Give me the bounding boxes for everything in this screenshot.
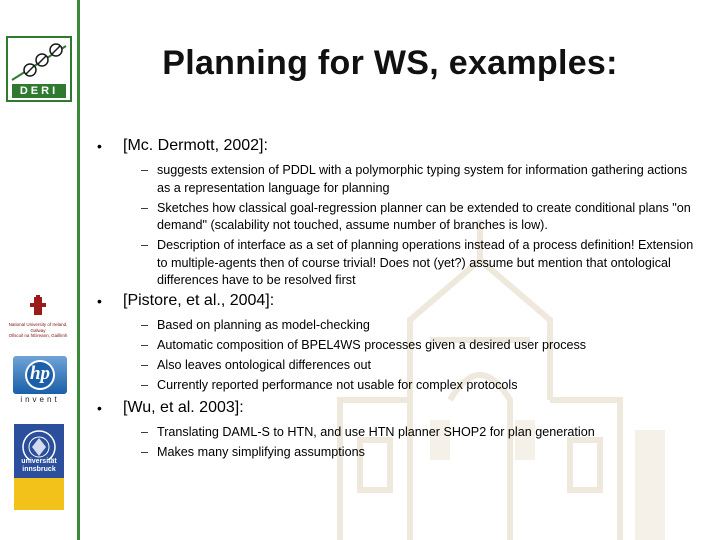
dash-icon: – [141,238,149,252]
sub-bullet-item [141,200,702,235]
galway-logo-text-1: National University of Ireland, Galway [8,322,68,333]
sub-bullet-list [141,424,702,462]
sub-bullet-text: Description of interface as a set of planning operations instead of a process definition! Extension to multiple-agents then of course trivial! Does not (yet?) assume but mention that ontological differences have to be resolved first [157,238,694,287]
hp-logo-tagline: invent [20,395,60,404]
sub-bullet-text: Makes many simplifying assumptions [157,445,365,459]
sub-bullet-text: Translating DAML-S to HTN, and use HTN planner SHOP2 for plan generation [157,425,595,439]
bullet-icon: • [97,400,102,416]
sub-bullet-list [141,317,702,395]
sub-bullet-item [141,162,702,197]
sub-bullet-text: Sketches how classical goal-regression planner can be extended to create conditional plans "on demand" (scalability not touched, assume number of branches is low). [157,200,691,232]
innsbruck-logo-text-1: universität [21,458,57,465]
bullet-item-pistore [95,291,702,397]
green-divider-line [77,0,80,540]
nui-galway-logo [2,295,74,341]
sub-bullet-item [141,337,702,355]
deri-logo [6,36,72,102]
dash-icon: – [141,338,149,352]
innsbruck-university-logo [14,424,64,510]
sub-bullet-item [141,424,702,442]
dash-icon: – [141,200,149,215]
dash-icon: – [141,358,149,372]
sub-bullet-text: Currently reported performance not usable for complex protocols [157,378,518,392]
sub-bullet-text: Also leaves ontological differences out [157,358,371,372]
dash-icon: – [141,378,149,392]
sub-bullet-item [141,357,702,375]
sub-bullet-text: suggests extension of PDDL with a polymorphic typing system for information gathering actions as a representation language for planning [157,163,688,195]
sub-bullet-list [141,162,702,290]
hp-logo-text: hp [29,363,51,384]
bullet-icon: • [97,138,102,154]
deri-logo-text: DERI [19,85,59,97]
innsbruck-logo-text-2: innsbruck [22,466,56,473]
slide-title: Planning for WS, examples: [162,44,618,82]
bullet-item-label: [Pistore, et al., 2004]: [123,292,275,309]
sub-bullet-item [141,237,702,290]
bullet-item-label: [Wu, et al. 2003]: [123,399,244,416]
bullet-icon: • [97,293,102,309]
sub-bullet-text: Automatic composition of BPEL4WS processes given a desired user process [157,338,587,352]
dash-icon: – [141,425,149,439]
bullet-item-mcdermott [95,136,702,292]
sub-bullet-item [141,317,702,335]
hp-invent-logo [13,356,67,406]
bullet-item-label: [Mc. Dermott, 2002]: [123,137,268,154]
dash-icon: – [141,163,149,177]
sub-bullet-item [141,377,702,395]
dash-icon: – [141,445,149,459]
sub-bullet-item [141,444,702,462]
galway-logo-text-2: Ollscoil na hÉireann, Gaillimh [8,333,68,338]
sub-bullet-text: Based on planning as model-checking [157,318,370,332]
bullet-item-wu [95,398,702,464]
dash-icon: – [141,318,149,332]
galway-crest-icon [2,295,74,317]
